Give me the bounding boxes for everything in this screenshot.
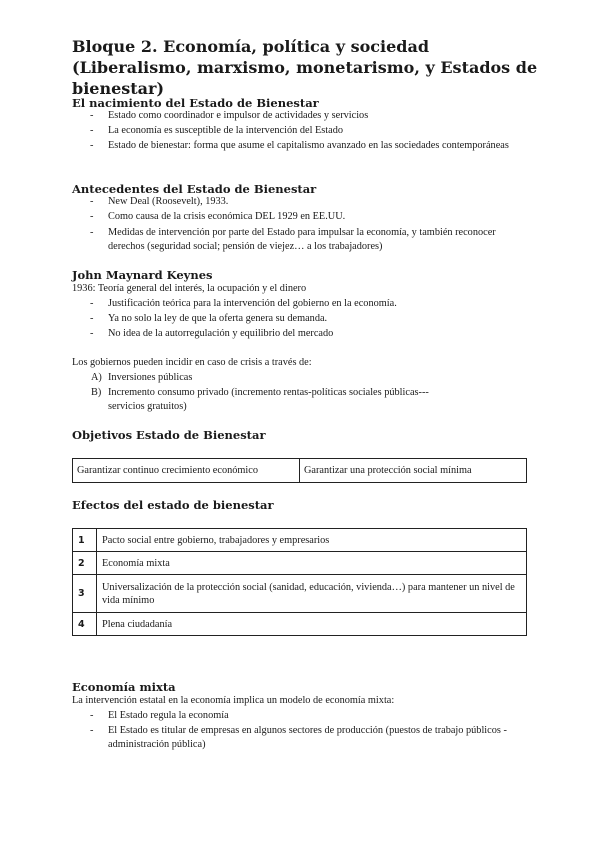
table-cell: Plena ciudadanía [97, 613, 527, 636]
table-row [73, 529, 527, 552]
section-heading-nacimiento: El nacimiento del Estado de Bienestar [72, 96, 319, 110]
bullet-dash: - [90, 298, 94, 309]
list-item: Justificación teórica para la intervención del gobierno en la economía. [108, 298, 397, 309]
row-number: 1 [73, 529, 97, 552]
bullet-dash: - [90, 725, 94, 736]
efectos-table [72, 528, 527, 636]
section-heading-objetivos: Objetivos Estado de Bienestar [72, 428, 266, 442]
list-item: Ya no solo la ley de que la oferta genera su demanda. [108, 313, 328, 324]
row-number: 3 [73, 575, 97, 613]
bullet-dash: - [90, 125, 94, 136]
list-item: El Estado es titular de empresas en algunos sectores de producción (puestos de trabajo públicos - administración pública) [108, 725, 507, 750]
section-heading-efectos: Efectos del estado de bienestar [72, 498, 274, 512]
table-cell: Universalización de la protección social (sanidad, educación, vivienda…) para mantener un nivel de vida mínimo [97, 575, 527, 613]
keynes-intro: 1936: Teoría general del interés, la ocupación y el dinero [72, 283, 307, 294]
objetivos-table [72, 458, 527, 483]
bullet-dash: - [90, 227, 94, 238]
list-item: La economía es susceptible de la intervención del Estado [108, 125, 344, 136]
list-marker: B) [91, 387, 102, 398]
table-cell: Garantizar continuo crecimiento económico [73, 459, 300, 483]
bullet-dash: - [90, 140, 94, 151]
bullet-dash: - [90, 110, 94, 121]
list-marker: A) [91, 372, 102, 383]
section-heading-mixta: Economía mixta [72, 680, 176, 694]
list-item: Inversiones públicas [108, 372, 193, 383]
list-item: Estado como coordinador e impulsor de actividades y servicios [108, 110, 369, 121]
document-title: Bloque 2. Economía, política y sociedad (Liberalismo, marxismo, monetarismo, y Estados de bienestar) [72, 37, 538, 98]
gobiernos-intro: Los gobiernos pueden incidir en caso de crisis a través de: [72, 357, 312, 368]
table-cell: Pacto social entre gobierno, trabajadores y empresarios [97, 529, 527, 552]
table-row [73, 552, 527, 575]
bullet-dash: - [90, 196, 94, 207]
bullet-dash: - [90, 313, 94, 324]
mixta-intro: La intervención estatal en la economía implica un modelo de economía mixta: [72, 695, 395, 706]
list-item: Como causa de la crisis económica DEL 1929 en EE.UU. [108, 211, 346, 222]
section-heading-antecedentes: Antecedentes del Estado de Bienestar [72, 182, 317, 196]
table-cell: Garantizar una protección social mínima [300, 459, 527, 483]
list-item: No idea de la autorregulación y equilibrio del mercado [108, 328, 334, 339]
list-item: Incremento consumo privado (incremento rentas-políticas sociales públicas---servicios gratuitos) [108, 387, 429, 412]
list-item: Medidas de intervención por parte del Estado para impulsar la economía, y también reconocer derechos (seguridad social; pensión de viejez… a los trabajadores) [108, 227, 496, 252]
list-item: El Estado regula la economía [108, 710, 229, 721]
table-cell: Economía mixta [97, 552, 527, 575]
bullet-dash: - [90, 328, 94, 339]
section-heading-keynes: John Maynard Keynes [72, 268, 213, 282]
table-row [73, 575, 527, 613]
list-item: New Deal (Roosevelt), 1933. [108, 196, 229, 207]
list-item: Estado de bienestar: forma que asume el capitalismo avanzado en las sociedades contemporáneas [108, 140, 509, 151]
row-number: 2 [73, 552, 97, 575]
bullet-dash: - [90, 211, 94, 222]
table-row [73, 459, 527, 483]
bullet-dash: - [90, 710, 94, 721]
table-row [73, 613, 527, 636]
row-number: 4 [73, 613, 97, 636]
